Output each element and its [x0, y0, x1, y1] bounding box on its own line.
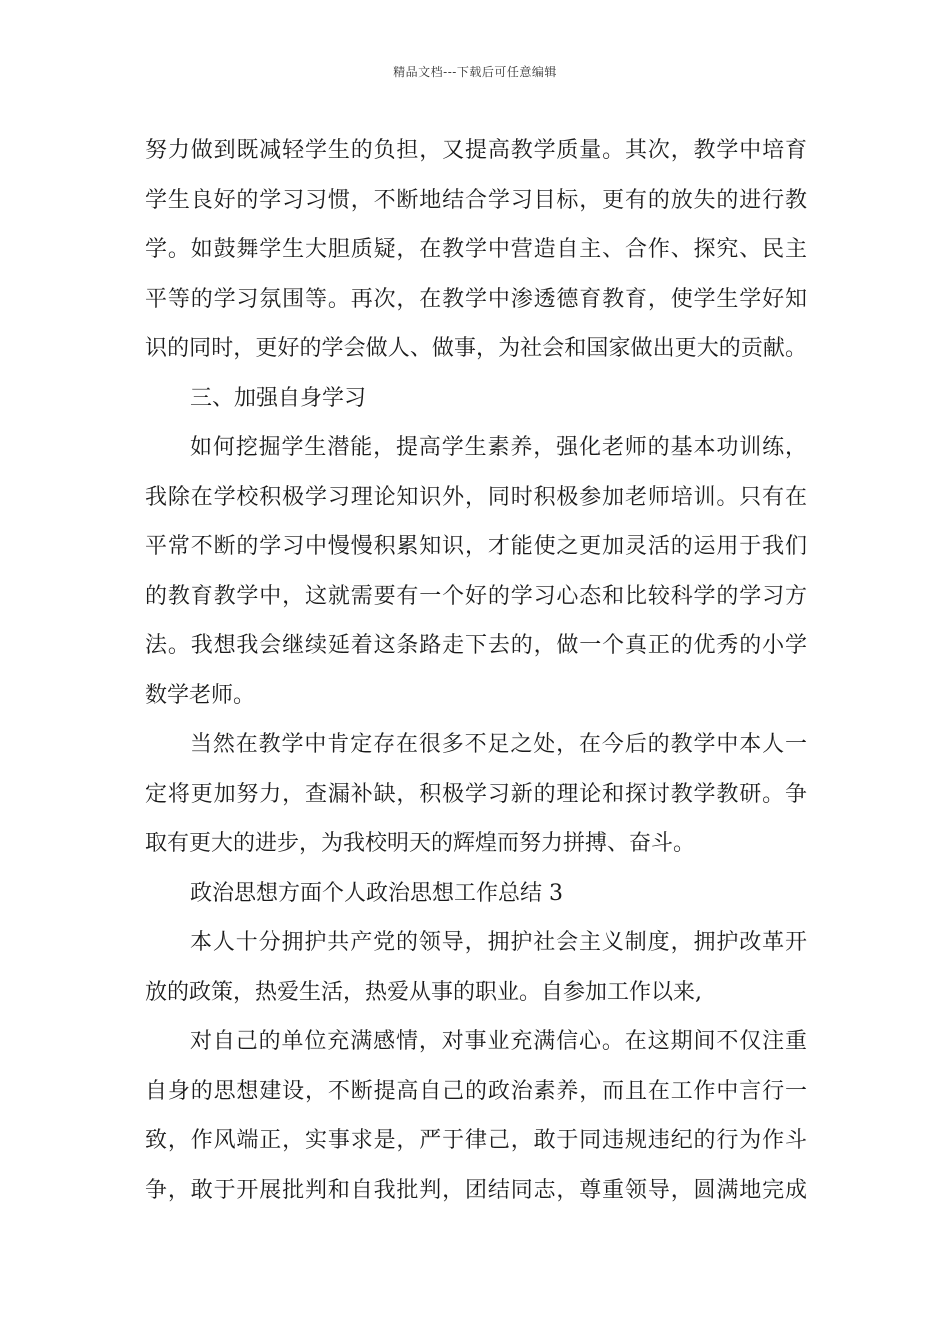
text-line: 平等的学习氛围等。再次，在教学中渗透德育教育，使学生学好知: [145, 287, 807, 312]
text-line: 放的政策，热爱生活，热爱从事的职业。自参加工作以来,: [145, 980, 702, 1005]
text-line: 自身的思想建设，不断提高自己的政治素养，而且在工作中言行一: [145, 1079, 807, 1104]
text-line: 努力做到既减轻学生的负担，又提高教学质量。其次，教学中培育: [145, 138, 807, 163]
page-header: 精品文档---下载后可任意编辑: [393, 65, 557, 79]
text-line: 当然在教学中肯定存在很多不足之处，在今后的教学中本人一: [190, 732, 807, 757]
text-line: 定将更加努力，查漏补缺，积极学习新的理论和探讨教学教研。争: [145, 782, 807, 807]
text-line: 如何挖掘学生潜能，提高学生素养，强化老师的基本功训练，: [190, 435, 807, 460]
text-line: 的教育教学中，这就需要有一个好的学习心态和比较科学的学习方: [145, 584, 807, 609]
text-line: 学生良好的学习习惯，不断地结合学习目标，更有的放失的进行教: [145, 188, 807, 213]
text-line: 法。我想我会继续延着这条路走下去的，做一个真正的优秀的小学: [145, 633, 807, 658]
text-line: 识的同时，更好的学会做人、做事，为社会和国家做出更大的贡献。: [145, 336, 807, 361]
text-line: 争，敢于开展批判和自我批判，团结同志，尊重领导，圆满地完成: [145, 1178, 807, 1203]
text-line: 数学老师。: [145, 683, 256, 708]
text-line: 平常不断的学习中慢慢积累知识，才能使之更加灵活的运用于我们: [145, 534, 807, 559]
text-line: 本人十分拥护共产党的领导，拥护社会主义制度，拥护改革开: [190, 930, 807, 955]
text-line: 我除在学校积极学习理论知识外，同时积极参加老师培训。只有在: [145, 485, 807, 510]
text-line: 学。如鼓舞学生大胆质疑，在教学中营造自主、合作、探究、民主: [145, 237, 807, 262]
text-line: 取有更大的进步，为我校明天的辉煌而努力拼搏、奋斗。: [145, 831, 696, 856]
text-line: 对自己的单位充满感情，对事业充满信心。在这期间不仅注重: [190, 1029, 807, 1054]
text-line: 致，作风端正，实事求是，严于律己，敢于同违规违纪的行为作斗: [145, 1128, 807, 1153]
text-line: 三、加强自身学习: [190, 386, 367, 411]
text-line: 政治思想方面个人政治思想工作总结 3: [190, 881, 563, 906]
